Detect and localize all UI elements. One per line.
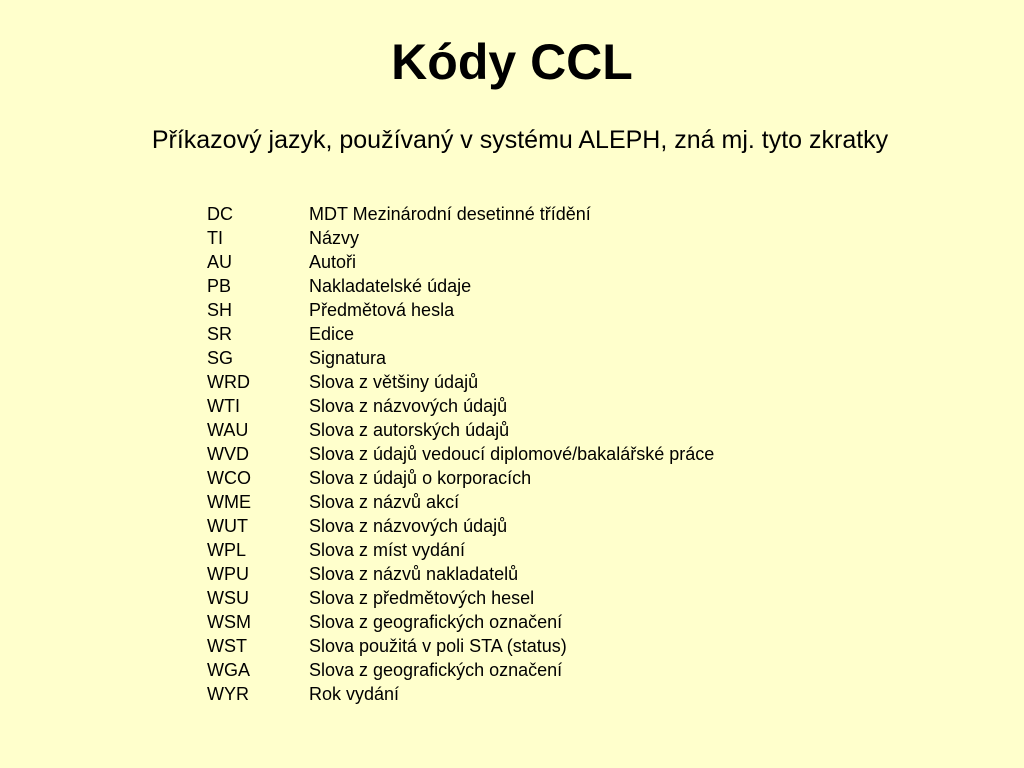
code-row — [207, 250, 714, 274]
code-description: Slova z geografických označení — [309, 612, 563, 632]
code-description: Slova z názvových údajů — [309, 396, 508, 416]
code-row — [207, 466, 714, 490]
code-abbreviation: WYR — [207, 684, 249, 704]
code-description: Slova z většiny údajů — [309, 372, 479, 392]
code-row — [207, 322, 714, 346]
code-abbreviation: WME — [207, 492, 251, 512]
code-abbreviation: WRD — [207, 372, 250, 392]
code-description: Slova z údajů vedoucí diplomové/bakalářské práce — [309, 444, 715, 464]
code-abbreviation: AU — [207, 252, 233, 272]
code-description: Slova z míst vydání — [309, 540, 466, 560]
code-row — [207, 610, 714, 634]
code-abbreviation: WPL — [207, 540, 247, 560]
code-description: Signatura — [309, 348, 387, 368]
code-abbreviation: WVD — [207, 444, 249, 464]
code-description: Autoři — [309, 252, 357, 272]
slide-title: Kódy CCL — [391, 34, 633, 90]
code-description: MDT Mezinárodní desetinné třídění — [309, 204, 591, 224]
code-row — [207, 490, 714, 514]
code-description: Slova z předmětových hesel — [309, 588, 535, 608]
code-description: Předmětová hesla — [309, 300, 455, 320]
code-row — [207, 538, 714, 562]
code-row — [207, 586, 714, 610]
code-description: Slova z názvů nakladatelů — [309, 564, 519, 584]
code-description: Slova z údajů o korporacích — [309, 468, 532, 488]
code-description: Názvy — [309, 228, 360, 248]
code-row — [207, 562, 714, 586]
code-row — [207, 442, 714, 466]
code-abbreviation: WSM — [207, 612, 251, 632]
code-row — [207, 202, 714, 226]
code-row — [207, 298, 714, 322]
code-abbreviation: WST — [207, 636, 247, 656]
code-row — [207, 514, 714, 538]
code-description: Nakladatelské údaje — [309, 276, 472, 296]
code-row — [207, 226, 714, 250]
code-abbreviation: WUT — [207, 516, 248, 536]
ccl-code-list — [207, 202, 714, 706]
code-row — [207, 682, 714, 706]
code-row — [207, 346, 714, 370]
code-abbreviation: WPU — [207, 564, 249, 584]
code-description: Slova použitá v poli STA (status) — [309, 636, 567, 656]
code-abbreviation: WSU — [207, 588, 249, 608]
code-row — [207, 370, 714, 394]
code-abbreviation: PB — [207, 276, 232, 296]
code-abbreviation: TI — [207, 228, 223, 248]
code-abbreviation: WCO — [207, 468, 251, 488]
code-abbreviation: WAU — [207, 420, 249, 440]
code-description: Rok vydání — [309, 684, 400, 704]
code-abbreviation: SH — [207, 300, 233, 320]
code-row — [207, 418, 714, 442]
code-description: Slova z názvových údajů — [309, 516, 508, 536]
code-row — [207, 658, 714, 682]
slide-subtitle: Příkazový jazyk, používaný v systému ALEPH, zná mj. tyto zkratky — [151, 126, 889, 154]
code-description: Edice — [309, 324, 355, 344]
code-abbreviation: DC — [207, 204, 233, 224]
code-row — [207, 394, 714, 418]
code-abbreviation: WGA — [207, 660, 250, 680]
code-abbreviation: SG — [207, 348, 234, 368]
code-abbreviation: SR — [207, 324, 233, 344]
code-description: Slova z názvů akcí — [309, 492, 460, 512]
code-row — [207, 634, 714, 658]
code-description: Slova z geografických označení — [309, 660, 563, 680]
code-abbreviation: WTI — [207, 396, 240, 416]
code-description: Slova z autorských údajů — [309, 420, 510, 440]
code-row — [207, 274, 714, 298]
